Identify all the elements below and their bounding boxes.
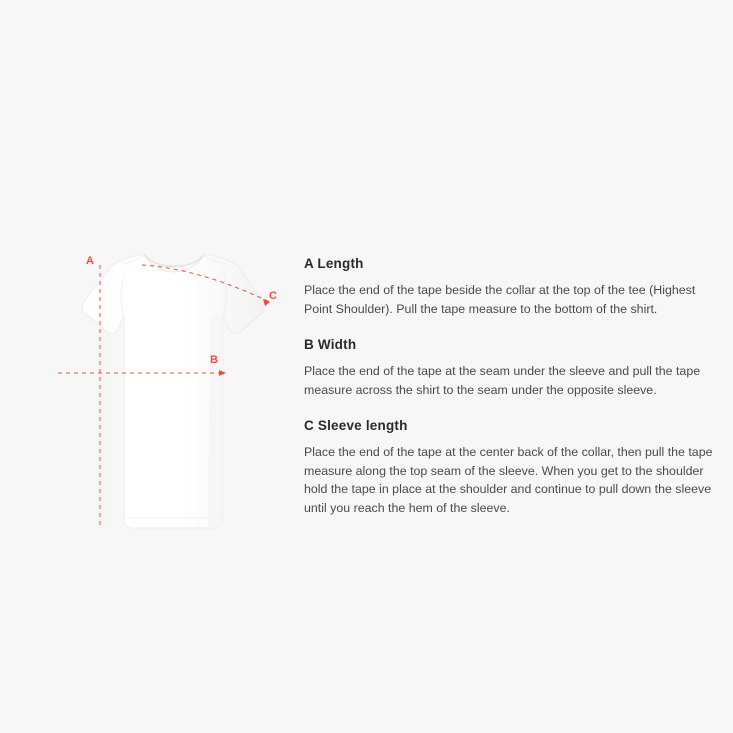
marker-label-a: A (86, 255, 95, 267)
instruction-title-sleeve-length: C Sleeve length (304, 418, 408, 433)
width-guide-arrow (219, 370, 226, 376)
marker-label-b: B (210, 354, 219, 366)
instruction-body-width: Place the end of the tape at the seam under the sleeve and pull the tape measure across the shirt to the seam under the opposite sleeve. (304, 364, 701, 397)
sleeve-guide-line-c (142, 265, 270, 302)
instruction-title-length: A Length (304, 256, 364, 271)
instruction-body-length: Place the end of the tape beside the collar at the top of the tee (Highest Point Shoulder). Pull the tape measure to the bottom of the shirt. (304, 283, 696, 316)
instruction-section-width (304, 337, 720, 399)
tshirt-measurement-diagram (40, 240, 300, 540)
instructions-column (304, 256, 720, 517)
marker-label-c: C (269, 290, 278, 302)
measurement-guides (40, 240, 300, 540)
instruction-section-length (304, 256, 720, 318)
instruction-body-sleeve-length: Place the end of the tape at the center back of the collar, then pull the tape measure along the top seam of the sleeve. When you get to the shoulder hold the tape in place at the shoulder and continue to pull down the sleeve until you reach the hem of the sleeve. (304, 445, 713, 515)
instruction-section-sleeve-length (304, 418, 720, 517)
instruction-title-width: B Width (304, 337, 357, 352)
